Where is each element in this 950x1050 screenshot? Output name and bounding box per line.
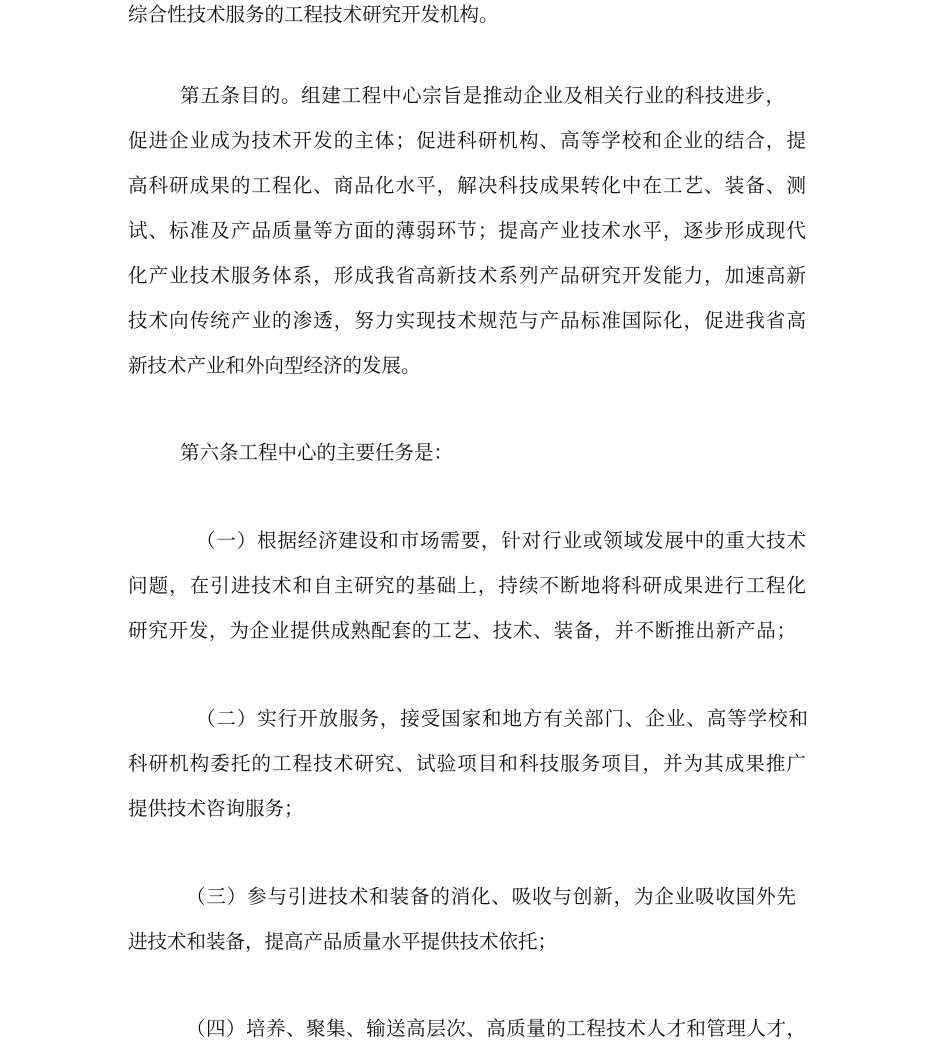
item-4-line: （四）培养、聚集、输送高层次、高质量的工程技术人才和管理人才， [186, 1017, 806, 1040]
article-6-heading-line: 第六条工程中心的主要任务是： [180, 441, 454, 464]
paragraph-line: 提供技术咨询服务； [128, 797, 304, 820]
paragraph-line: 综合性技术服务的工程技术研究开发机构。 [128, 3, 499, 26]
paragraph-line: 高科研成果的工程化、商品化水平，解决科技成果转化中在工艺、装备、测 [128, 174, 806, 197]
item-2-line: （二）实行开放服务，接受国家和地方有关部门、企业、高等学校和 [196, 707, 808, 730]
item-3-line: （三）参与引进技术和装备的消化、吸收与创新，为企业吸收国外先 [186, 885, 796, 908]
paragraph-line: 促进企业成为技术开发的主体；促进科研机构、高等学校和企业的结合，提 [128, 129, 806, 152]
paragraph-line: 化产业技术服务体系，形成我省高新技术系列产品研究开发能力，加速高新 [128, 264, 806, 287]
item-1-line: （一）根据经济建设和市场需要，针对行业或领域发展中的重大技术 [196, 529, 806, 552]
paragraph-line: 技术向传统产业的渗透，努力实现技术规范与产品标准国际化，促进我省高 [128, 309, 806, 332]
article-5-heading-line: 第五条目的。组建工程中心宗旨是推动企业及相关行业的科技进步， [180, 84, 785, 107]
paragraph-line: 科研机构委托的工程技术研究、试验项目和科技服务项目，并为其成果推广 [128, 752, 806, 775]
paragraph-line: 试、标准及产品质量等方面的薄弱环节；提高产业技术水平，逐步形成现代 [128, 219, 806, 242]
paragraph-line: 问题，在引进技术和自主研究的基础上，持续不断地将科研成果进行工程化 [128, 574, 806, 597]
paragraph-line: 进技术和装备，提高产品质量水平提供技术依托； [128, 930, 558, 953]
paragraph-line: 新技术产业和外向型经济的发展。 [128, 354, 421, 377]
paragraph-line: 研究开发，为企业提供成熟配套的工艺、技术、装备，并不断推出新产品； [128, 619, 796, 642]
